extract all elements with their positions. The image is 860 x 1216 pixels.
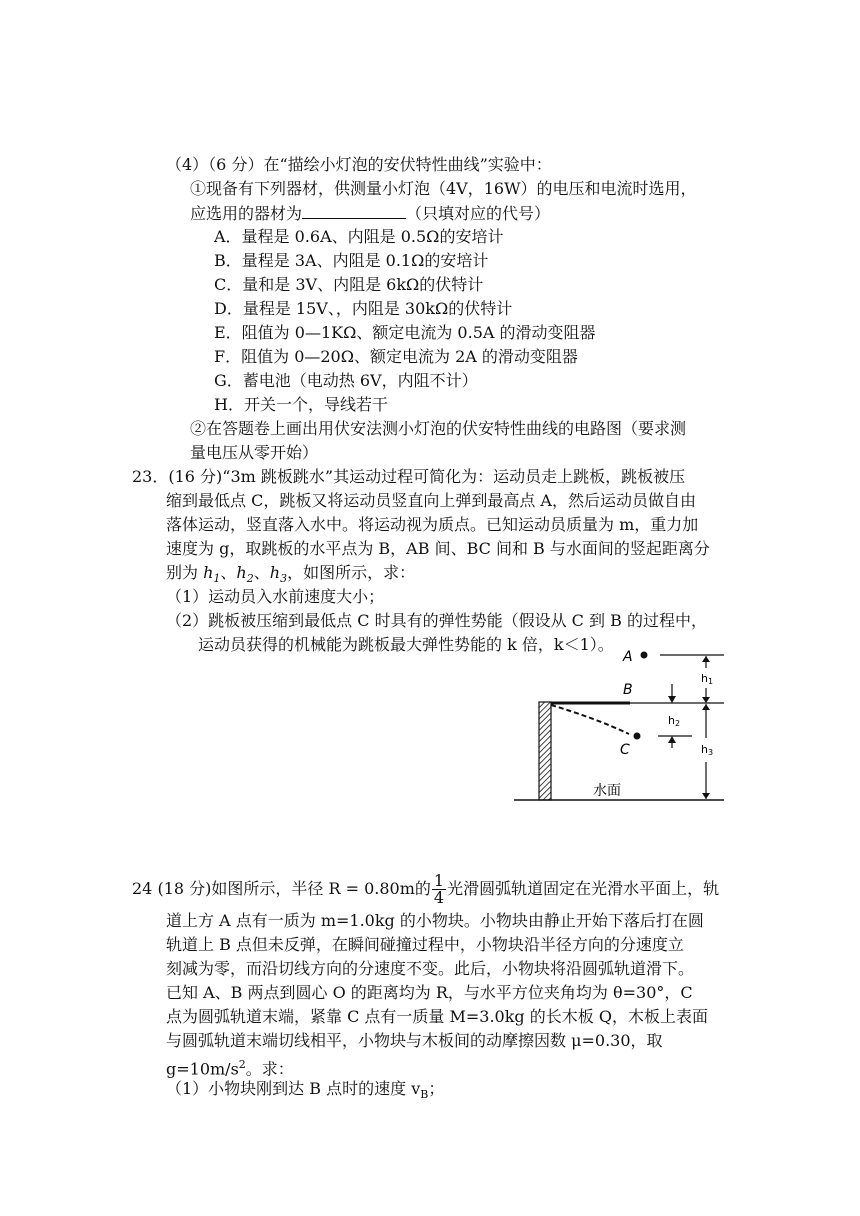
q23-line3: 落体运动，竖直落入水中。将运动视为质点。已知运动员质量为 m，重力加 <box>166 515 699 534</box>
diving-board-figure <box>510 640 740 810</box>
q24-line1-pre: 24 (18 分)如图所示，半径 R = 0.80m的 <box>132 879 431 898</box>
label-c: C <box>620 742 630 758</box>
var-h1: $h_1$ <box>203 563 221 586</box>
q24-line6: 点为圆弧轨道末端，紧靠 C 点有一质量 M=3.0kg 的长木板 Q，木板上表面 <box>166 1007 708 1026</box>
q22-part2-line1: ②在答题卷上画出用伏安法测小灯泡的伏安特性曲线的电路图（要求测 <box>190 419 687 438</box>
platform-wall <box>539 702 551 800</box>
q24-sub1: （1）小物块刚到达 B 点时的速度 $v_B$； <box>166 1079 445 1102</box>
q24-line8: $g=10m/s^2$。求： <box>166 1058 294 1079</box>
option-g: G．蓄电池（电动热 6V，内阻不计） <box>214 371 478 390</box>
option-a: A．量程是 0.6A、内阻是 0.5Ω的安培计 <box>214 227 504 246</box>
label-h1: h1 <box>701 672 714 686</box>
q22-part2-line2: 量电压从零开始） <box>190 443 319 462</box>
q24-line1 <box>132 872 719 906</box>
label-water: 水面 <box>593 783 621 799</box>
q24-line5: 已知 A、B 两点到圆心 O 的距离均为 R，与水平方位夹角均为 θ=30°，C <box>166 983 693 1002</box>
option-c: C．量和是 3V、内阻是 6kΩ的伏特计 <box>214 275 484 294</box>
label-h3: h3 <box>701 743 714 757</box>
q24-line7: 与圆弧轨道末端切线相平，小物块与木板间的动摩擦因数 μ=0.30，取 <box>166 1031 663 1050</box>
q24-line4: 刻减为零，而沿切线方向的分速度不变。此后，小物块将沿圆弧轨道滑下。 <box>166 959 695 978</box>
point-a <box>641 652 648 659</box>
q23-line4: 速度为 g，取跳板的水平点为 B，AB 间、BC 间和 B 与水面间的竖起距离分 <box>166 539 710 558</box>
q24-line3: 轨道上 B 点但未反弹，在瞬间碰撞过程中，小物块沿半径方向的分速度立 <box>166 935 684 954</box>
q24-line2: 道上方 A 点有一质为 m=1.0kg 的小物块。小物块由静止开始下落后打在圆 <box>166 911 704 930</box>
q22-part1-line2-pre: 应选用的器材为 <box>190 204 303 223</box>
point-c <box>634 733 641 740</box>
q23-line5: 别为 $h_1$、$h_2$、$h_3$，如图所示，求： <box>166 563 416 586</box>
q23-sub1: （1）运动员入水前速度大小； <box>166 587 385 606</box>
bent-board <box>551 705 629 734</box>
q22-part4-header: （4）（6 分）在“描绘小灯泡的安伏特性曲线”实验中： <box>166 155 552 174</box>
q23-line5-pre: 别为 <box>166 563 204 582</box>
fraction-quarter: $\frac{1}{4}$ <box>433 871 445 907</box>
answer-blank <box>302 202 406 219</box>
q23-sub2-line1: （2）跳板被压缩到最低点 C 时具有的弹性势能（假设从 C 到 B 的过程中， <box>166 611 707 630</box>
var-h2: $h_2$ <box>236 563 254 586</box>
q23-sub2-line2: 运动员获得的机械能为跳板最大弹性势能的 k 倍，k＜1）。 <box>198 635 614 654</box>
option-e: E．阻值为 0—1KΩ、额定电流为 0.5A 的滑动变阻器 <box>214 323 596 342</box>
q23-line2: 缩到最低点 C，跳板又将运动员竖直向上弹到最高点 A，然后运动员做自由 <box>166 491 696 510</box>
option-d: D．量程是 15V、，内阻是 30kΩ的伏特计 <box>214 299 513 318</box>
q23-line1: 23．(16 分)“3m 跳板跳水”其运动过程可简化为：运动员走上跳板，跳板被压 <box>132 467 686 486</box>
q22-part1-line2-post: （只填对应的代号） <box>406 204 551 223</box>
q24-line1-post: 光滑圆弧轨道固定在光滑水平面上，轨 <box>447 879 720 898</box>
var-h3: $h_3$ <box>269 563 288 586</box>
q22-part1-line1: ①现备有下列器材，供测量小灯泡（4V，16W）的电压和电流时选用， <box>190 179 697 198</box>
q23-line5-post: ，如图所示，求： <box>287 563 416 582</box>
label-a: A <box>623 649 633 665</box>
q22-part1-line2 <box>190 202 550 225</box>
label-b: B <box>623 682 633 698</box>
label-h2: h2 <box>668 714 681 728</box>
option-b: B．量程是 3A、内阻是 0.1Ω的安培计 <box>214 251 489 270</box>
option-f: F．阻值为 0—20Ω、额定电流为 2A 的滑动变阻器 <box>214 347 578 366</box>
option-h: H．开关一个，导线若干 <box>214 395 388 414</box>
